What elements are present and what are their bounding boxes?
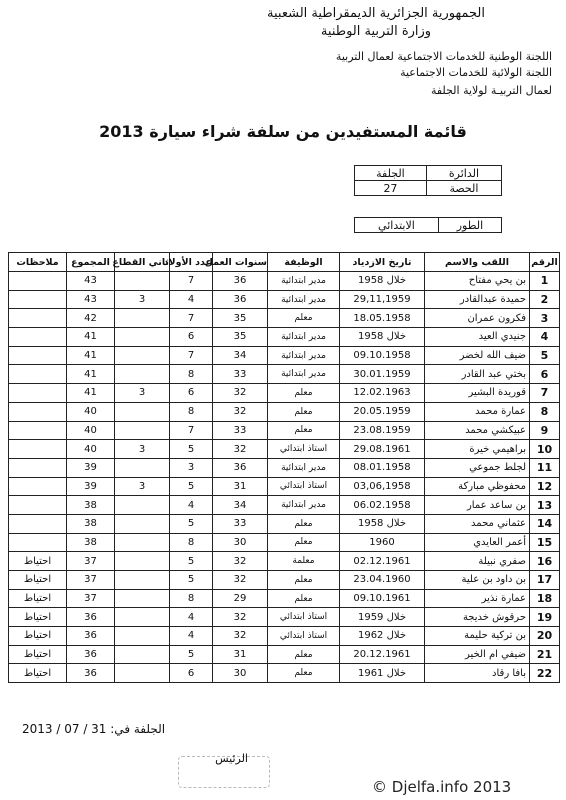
row-note xyxy=(9,272,67,291)
row-years: 34 xyxy=(213,346,268,365)
row-job: استاذ ابتدائي xyxy=(268,477,340,496)
row-note: احتياط xyxy=(9,571,67,590)
row-kids: 8 xyxy=(170,533,213,552)
row-number: 2 xyxy=(530,290,560,309)
republic-header: الجمهورية الجزائرية الديمقراطية الشعبية xyxy=(267,6,485,21)
row-kids: 5 xyxy=(170,571,213,590)
row-years: 29 xyxy=(213,589,268,608)
row-number: 12 xyxy=(530,477,560,496)
row-birthdate: 29.08.1961 xyxy=(340,440,425,459)
row-job: مدير ابتدائية xyxy=(268,346,340,365)
row-kids: 8 xyxy=(170,365,213,384)
table-row xyxy=(9,440,560,459)
table-row xyxy=(9,533,560,552)
header-birthdate: تاريخ الازدياد xyxy=(340,253,425,272)
table-row xyxy=(9,346,560,365)
row-birthdate: 30.01.1959 xyxy=(340,365,425,384)
row-total: 36 xyxy=(67,664,115,683)
row-name: صفري نبيلة xyxy=(425,552,530,571)
row-total: 43 xyxy=(67,272,115,291)
level-label: الطور xyxy=(438,218,501,233)
row-birthdate: 23.08.1959 xyxy=(340,421,425,440)
daira-label: الدائرة xyxy=(426,166,501,181)
row-birthdate: 09.10.1961 xyxy=(340,589,425,608)
row-job: استاذ ابتدائي xyxy=(268,627,340,646)
row-years: 32 xyxy=(213,384,268,403)
row-kids: 6 xyxy=(170,328,213,347)
row-kids: 6 xyxy=(170,664,213,683)
row-total: 41 xyxy=(67,365,115,384)
row-second-sector xyxy=(115,346,170,365)
row-second-sector xyxy=(115,514,170,533)
row-name: بختي عبد القادر xyxy=(425,365,530,384)
row-name: لجلط جموعي xyxy=(425,458,530,477)
row-birthdate: خلال 1959 xyxy=(340,608,425,627)
row-name: عبيكشي محمد xyxy=(425,421,530,440)
row-job: مدير ابتدائية xyxy=(268,290,340,309)
row-second-sector xyxy=(115,664,170,683)
row-job: مدير ابتدائية xyxy=(268,458,340,477)
row-note xyxy=(9,496,67,515)
row-name: قوريدة البشير xyxy=(425,384,530,403)
row-years: 32 xyxy=(213,402,268,421)
row-second-sector xyxy=(115,589,170,608)
header-name: اللقب والاسم xyxy=(425,253,530,272)
row-note xyxy=(9,384,67,403)
row-total: 36 xyxy=(67,645,115,664)
row-years: 36 xyxy=(213,458,268,477)
row-years: 30 xyxy=(213,664,268,683)
row-number: 14 xyxy=(530,514,560,533)
row-total: 42 xyxy=(67,309,115,328)
row-birthdate: 12.02.1963 xyxy=(340,384,425,403)
row-years: 30 xyxy=(213,533,268,552)
row-kids: 4 xyxy=(170,627,213,646)
row-total: 40 xyxy=(67,402,115,421)
row-number: 22 xyxy=(530,664,560,683)
row-note xyxy=(9,440,67,459)
row-years: 32 xyxy=(213,627,268,646)
table-row xyxy=(9,384,560,403)
row-kids: 7 xyxy=(170,421,213,440)
row-years: 32 xyxy=(213,608,268,627)
row-number: 16 xyxy=(530,552,560,571)
row-note xyxy=(9,328,67,347)
row-name: بن تركية حليمة xyxy=(425,627,530,646)
row-name: عمارة محمد xyxy=(425,402,530,421)
row-kids: 5 xyxy=(170,477,213,496)
row-kids: 7 xyxy=(170,346,213,365)
row-total: 39 xyxy=(67,477,115,496)
row-job: معلم xyxy=(268,514,340,533)
row-name: جنيدي العيد xyxy=(425,328,530,347)
row-birthdate: 09.10.1958 xyxy=(340,346,425,365)
row-kids: 5 xyxy=(170,552,213,571)
table-row xyxy=(9,458,560,477)
row-note xyxy=(9,309,67,328)
row-job: مدير ابتدائية xyxy=(268,365,340,384)
table-row xyxy=(9,514,560,533)
row-second-sector xyxy=(115,627,170,646)
row-total: 37 xyxy=(67,552,115,571)
row-name: ضيف الله لخضر xyxy=(425,346,530,365)
row-years: 31 xyxy=(213,477,268,496)
row-second-sector xyxy=(115,552,170,571)
row-note xyxy=(9,365,67,384)
row-name: عمارة نذير xyxy=(425,589,530,608)
row-kids: 6 xyxy=(170,384,213,403)
row-note xyxy=(9,346,67,365)
row-note xyxy=(9,514,67,533)
row-total: 36 xyxy=(67,627,115,646)
row-name: بن يحي مفتاح xyxy=(425,272,530,291)
row-job: معلمة xyxy=(268,552,340,571)
row-second-sector xyxy=(115,272,170,291)
row-second-sector: 3 xyxy=(115,440,170,459)
row-name: محفوظي مباركة xyxy=(425,477,530,496)
row-job: استاذ ابتدائي xyxy=(268,608,340,627)
row-number: 18 xyxy=(530,589,560,608)
row-years: 34 xyxy=(213,496,268,515)
row-job: معلم xyxy=(268,533,340,552)
row-kids: 8 xyxy=(170,402,213,421)
row-total: 41 xyxy=(67,384,115,403)
row-note xyxy=(9,290,67,309)
row-job: مدير ابتدائية xyxy=(268,496,340,515)
row-kids: 7 xyxy=(170,309,213,328)
row-job: مدير ابتدائية xyxy=(268,328,340,347)
ministry-header: وزارة التربية الوطنية xyxy=(320,24,432,39)
table-row xyxy=(9,664,560,683)
row-name: براهيمي خيرة xyxy=(425,440,530,459)
quota-value: 27 xyxy=(355,181,427,196)
header-notes: ملاحظات xyxy=(9,253,67,272)
row-birthdate: خلال 1961 xyxy=(340,664,425,683)
row-note: احتياط xyxy=(9,608,67,627)
row-birthdate: 02.12.1961 xyxy=(340,552,425,571)
row-kids: 5 xyxy=(170,645,213,664)
row-number: 9 xyxy=(530,421,560,440)
header-second-sector: ثاني القطاع xyxy=(115,253,170,272)
row-number: 21 xyxy=(530,645,560,664)
row-kids: 5 xyxy=(170,514,213,533)
row-job: معلم xyxy=(268,309,340,328)
table-row xyxy=(9,571,560,590)
row-total: 40 xyxy=(67,421,115,440)
row-number: 19 xyxy=(530,608,560,627)
row-note: احتياط xyxy=(9,589,67,608)
org-line-3: لعمال التربيـة لولاية الجلفة xyxy=(430,84,552,97)
row-kids: 7 xyxy=(170,272,213,291)
row-birthdate: خلال 1958 xyxy=(340,272,425,291)
row-birthdate: 06.02.1958 xyxy=(340,496,425,515)
row-note: احتياط xyxy=(9,664,67,683)
row-number: 15 xyxy=(530,533,560,552)
org-line-2: اللجنة الولائية للخدمات الاجتماعية xyxy=(400,66,552,79)
table-row xyxy=(9,477,560,496)
row-total: 41 xyxy=(67,328,115,347)
row-note xyxy=(9,402,67,421)
row-second-sector xyxy=(115,645,170,664)
quota-label: الحصة xyxy=(426,181,501,196)
row-number: 17 xyxy=(530,571,560,590)
table-row xyxy=(9,421,560,440)
row-number: 13 xyxy=(530,496,560,515)
table-row xyxy=(9,627,560,646)
row-second-sector xyxy=(115,328,170,347)
row-years: 32 xyxy=(213,440,268,459)
row-second-sector: 3 xyxy=(115,477,170,496)
table-row xyxy=(9,589,560,608)
row-total: 41 xyxy=(67,346,115,365)
table-row xyxy=(9,328,560,347)
row-note: احتياط xyxy=(9,552,67,571)
row-total: 37 xyxy=(67,589,115,608)
row-number: 20 xyxy=(530,627,560,646)
row-years: 32 xyxy=(213,552,268,571)
row-kids: 5 xyxy=(170,440,213,459)
row-second-sector xyxy=(115,365,170,384)
row-job: معلم xyxy=(268,589,340,608)
row-number: 1 xyxy=(530,272,560,291)
row-job: معلم xyxy=(268,664,340,683)
row-second-sector xyxy=(115,458,170,477)
row-birthdate: خلال 1962 xyxy=(340,627,425,646)
watermark: © Djelfa.info 2013 xyxy=(372,778,512,796)
row-number: 3 xyxy=(530,309,560,328)
row-years: 32 xyxy=(213,571,268,590)
row-number: 11 xyxy=(530,458,560,477)
row-second-sector xyxy=(115,402,170,421)
row-note xyxy=(9,477,67,496)
row-note: احتياط xyxy=(9,645,67,664)
row-kids: 4 xyxy=(170,608,213,627)
row-name: حميدة عبدالقادر xyxy=(425,290,530,309)
row-birthdate: خلال 1958 xyxy=(340,514,425,533)
row-kids: 3 xyxy=(170,458,213,477)
row-birthdate: 23.04.1960 xyxy=(340,571,425,590)
row-years: 33 xyxy=(213,421,268,440)
row-kids: 8 xyxy=(170,589,213,608)
row-total: 43 xyxy=(67,290,115,309)
row-job: مدير ابتدائية xyxy=(268,272,340,291)
row-note xyxy=(9,458,67,477)
row-second-sector: 3 xyxy=(115,384,170,403)
row-number: 5 xyxy=(530,346,560,365)
row-birthdate: 08.01.1958 xyxy=(340,458,425,477)
row-total: 39 xyxy=(67,458,115,477)
page-title: قائمة المستفيدين من سلفة شراء سيارة 2013 xyxy=(99,122,467,141)
daira-info-table xyxy=(354,165,502,196)
row-total: 37 xyxy=(67,571,115,590)
row-years: 36 xyxy=(213,290,268,309)
table-row xyxy=(9,272,560,291)
row-kids: 4 xyxy=(170,496,213,515)
row-second-sector xyxy=(115,571,170,590)
org-line-1: اللجنة الوطنية للخدمات الاجتماعية لعمال التربية xyxy=(335,50,552,63)
row-job: معلم xyxy=(268,645,340,664)
daira-value: الجلفة xyxy=(355,166,427,181)
row-name: بن ساعد عمار xyxy=(425,496,530,515)
row-total: 40 xyxy=(67,440,115,459)
row-birthdate: 1960 xyxy=(340,533,425,552)
row-total: 38 xyxy=(67,533,115,552)
header-total: المجموع xyxy=(67,253,115,272)
row-birthdate: 03,06,1958 xyxy=(340,477,425,496)
row-name: فكرون عمران xyxy=(425,309,530,328)
row-years: 35 xyxy=(213,309,268,328)
row-years: 31 xyxy=(213,645,268,664)
row-second-sector xyxy=(115,421,170,440)
row-name: عثماني محمد xyxy=(425,514,530,533)
level-value: الابتدائي xyxy=(355,218,439,233)
header-number: الرقم xyxy=(530,253,560,272)
row-note xyxy=(9,533,67,552)
row-job: معلم xyxy=(268,384,340,403)
row-birthdate: خلال 1958 xyxy=(340,328,425,347)
signatory-title: الرئيس xyxy=(215,752,248,765)
table-row xyxy=(9,552,560,571)
row-second-sector xyxy=(115,533,170,552)
row-second-sector xyxy=(115,309,170,328)
table-row xyxy=(9,402,560,421)
row-name: أعمر العايدي xyxy=(425,533,530,552)
row-note xyxy=(9,421,67,440)
row-job: معلم xyxy=(268,402,340,421)
header-kids: عدد الأولاد xyxy=(170,253,213,272)
row-note: احتياط xyxy=(9,627,67,646)
row-years: 33 xyxy=(213,514,268,533)
table-row xyxy=(9,645,560,664)
row-name: حرقوش خديجة xyxy=(425,608,530,627)
table-header-row xyxy=(9,253,560,272)
row-name: ضيفي ام الخير xyxy=(425,645,530,664)
row-birthdate: 29,11,1959 xyxy=(340,290,425,309)
row-job: معلم xyxy=(268,571,340,590)
row-total: 38 xyxy=(67,514,115,533)
table-row xyxy=(9,365,560,384)
row-number: 8 xyxy=(530,402,560,421)
row-years: 35 xyxy=(213,328,268,347)
beneficiaries-table xyxy=(8,252,560,683)
row-name: بافا رقاد xyxy=(425,664,530,683)
row-years: 33 xyxy=(213,365,268,384)
row-birthdate: 18.05.1958 xyxy=(340,309,425,328)
row-birthdate: 20.05.1959 xyxy=(340,402,425,421)
row-number: 4 xyxy=(530,328,560,347)
row-number: 7 xyxy=(530,384,560,403)
row-number: 6 xyxy=(530,365,560,384)
row-kids: 4 xyxy=(170,290,213,309)
table-row xyxy=(9,496,560,515)
table-row xyxy=(9,290,560,309)
header-job: الوظيفة xyxy=(268,253,340,272)
row-name: بن داود بن علية xyxy=(425,571,530,590)
row-second-sector: 3 xyxy=(115,290,170,309)
row-years: 36 xyxy=(213,272,268,291)
place-date: الجلفة في: 31 / 07 / 2013 xyxy=(22,722,166,736)
row-birthdate: 20.12.1961 xyxy=(340,645,425,664)
table-row xyxy=(9,309,560,328)
row-number: 10 xyxy=(530,440,560,459)
level-info-table xyxy=(354,217,502,233)
row-second-sector xyxy=(115,496,170,515)
row-total: 38 xyxy=(67,496,115,515)
table-row xyxy=(9,608,560,627)
row-second-sector xyxy=(115,608,170,627)
header-years: سنوات العمل xyxy=(213,253,268,272)
row-job: معلم xyxy=(268,421,340,440)
row-job: استاذ ابتدائي xyxy=(268,440,340,459)
row-total: 36 xyxy=(67,608,115,627)
